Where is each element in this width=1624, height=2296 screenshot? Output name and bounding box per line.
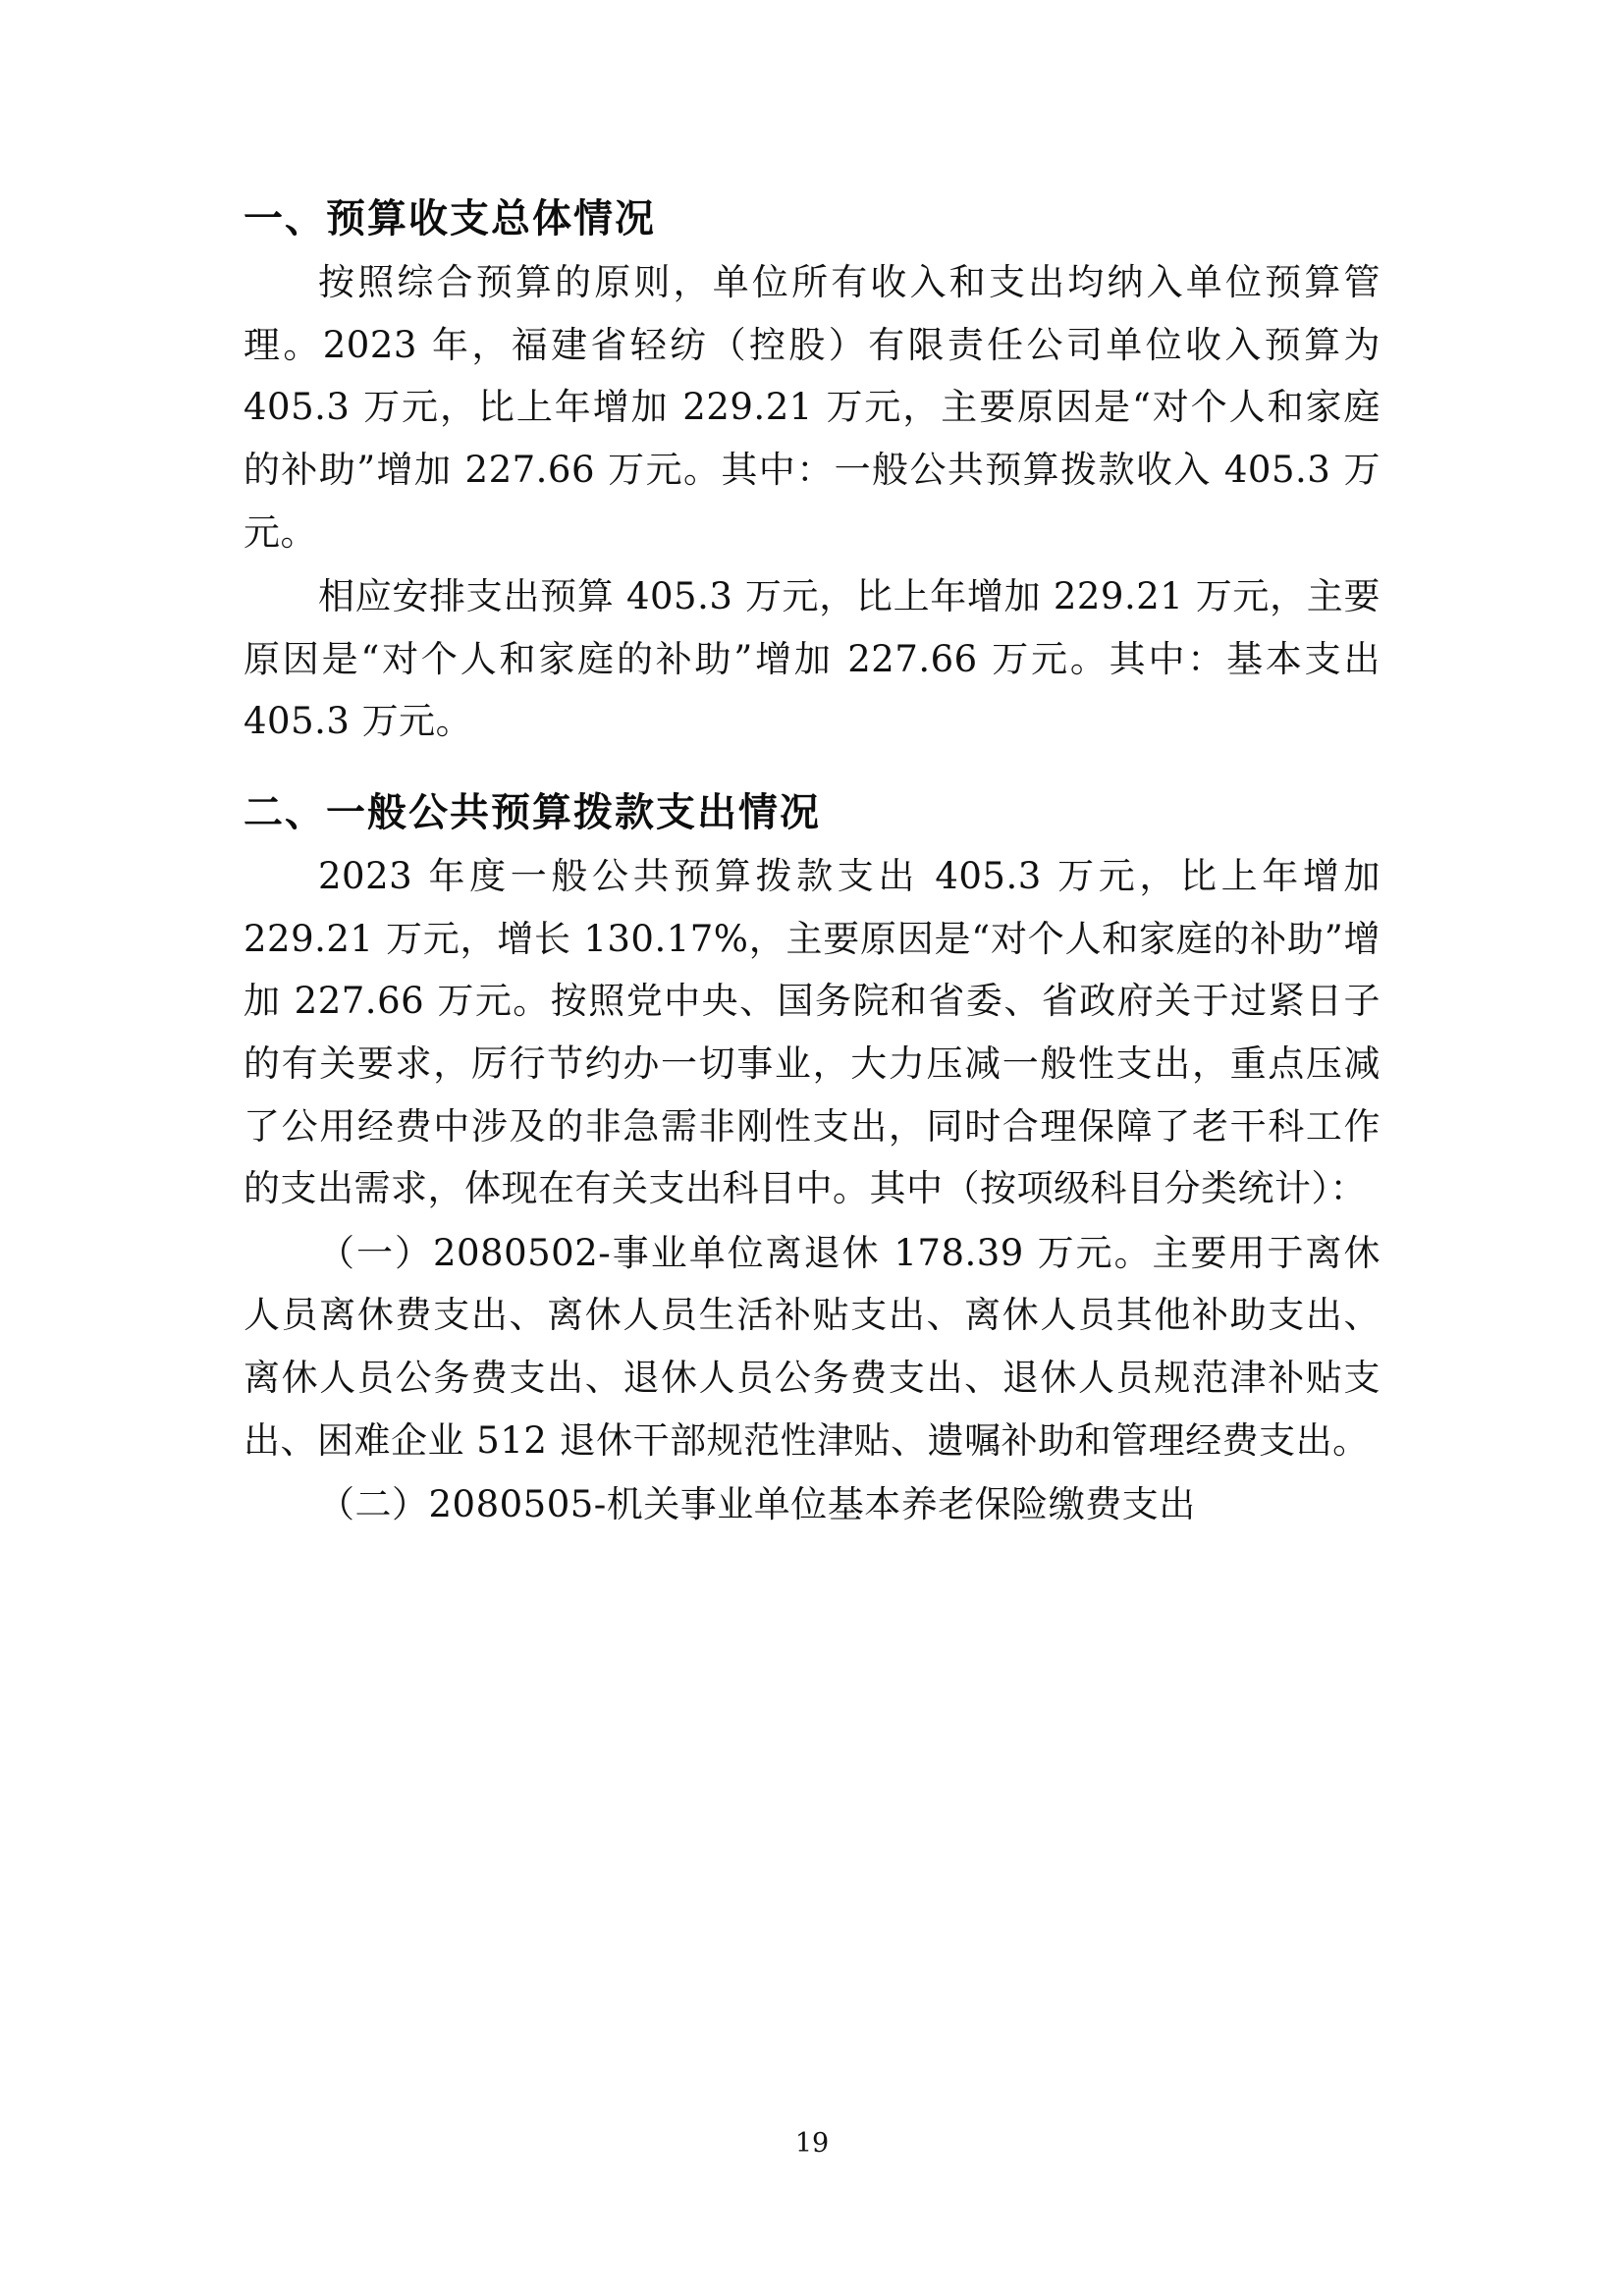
paragraph-2-2: （一）2080502-事业单位离退休 178.39 万元。主要用于离休人员离休费支出、离休人员生活补贴支出、离休人员其他补助支出、离休人员公务费支出、退休人员公务费支出、退休人员规范津补贴支出、困难企业 512 退休干部规范性津贴、遗嘱补助和管理经费支出。 xyxy=(244,1231,1380,1462)
paragraph-2-3: （二）2080505-机关事业单位基本养老保险缴费支出 xyxy=(318,1483,1196,1526)
section-heading-2: 二、一般公共预算拨款支出情况 xyxy=(244,790,821,835)
paragraph-1-2: 相应安排支出预算 405.3 万元，比上年增加 229.21 万元，主要原因是“对个人和家庭的补助”增加 227.66 万元。其中：基本支出 405.3 万元。 xyxy=(244,575,1380,743)
paragraph-1-1: 按照综合预算的原则，单位所有收入和支出均纳入单位预算管理。2023 年，福建省轻纺（控股）有限责任公司单位收入预算为 405.3 万元，比上年增加 229.21 万元，主要原因是“对个人和家庭的补助”增加 227.66 万元。其中：一般公共预算拨款收入 405.3 万元。 xyxy=(244,261,1380,554)
paragraph-2-1: 2023 年度一般公共预算拨款支出 405.3 万元，比上年增加 229.21 万元，增长 130.17%，主要原因是“对个人和家庭的补助”增加 227.66 万元。按照党中央、国务院和省委、省政府关于过紧日子的有关要求，厉行节约办一切事业，大力压减一般性支出，重点压减了公用经费中涉及的非急需非刚性支出，同时合理保障了老干科工作的支出需求，体现在有关支出科目中。其中（按项级科目分类统计）： xyxy=(244,855,1380,1210)
page-number: 19 xyxy=(794,2128,830,2159)
section-heading-1: 一、预算收支总体情况 xyxy=(244,196,656,241)
page-content xyxy=(244,192,1380,1538)
